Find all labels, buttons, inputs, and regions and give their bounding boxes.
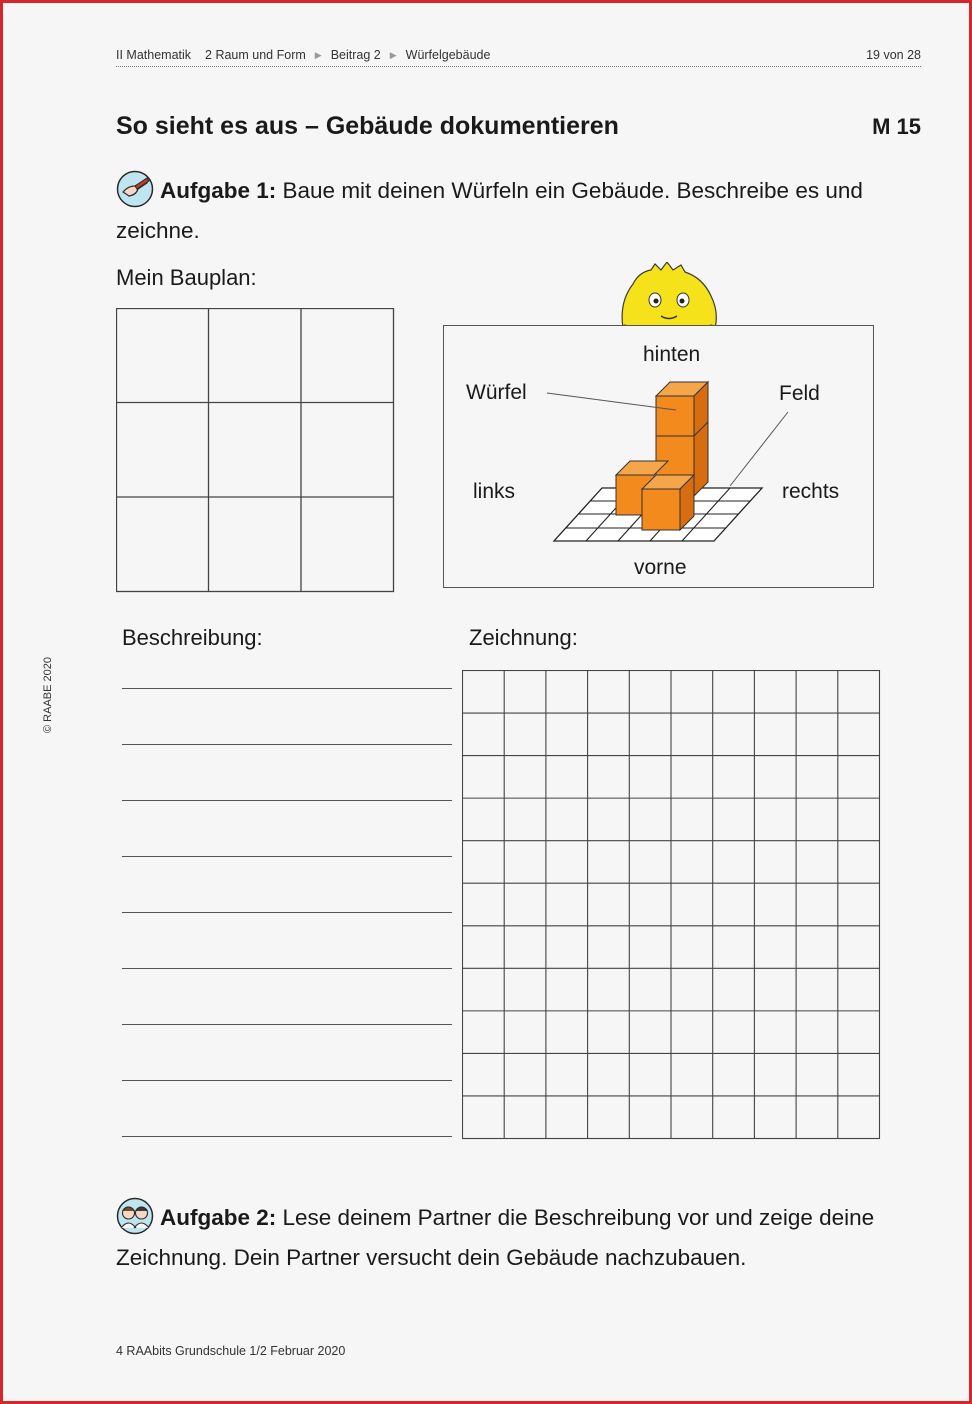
beschreibung-lines[interactable] bbox=[122, 688, 452, 1192]
page-title: So sieht es aus – Gebäude dokumentieren bbox=[116, 112, 619, 140]
task-2-label: Aufgabe 2: bbox=[160, 1205, 277, 1230]
writing-line[interactable] bbox=[122, 800, 452, 856]
copyright: © RAABE 2020 bbox=[42, 657, 54, 733]
label-feld: Feld bbox=[779, 382, 820, 405]
beschreibung-label: Beschreibung: bbox=[122, 625, 263, 650]
writing-line[interactable] bbox=[122, 968, 452, 1024]
monster-icon bbox=[615, 262, 721, 332]
zeichnung-grid[interactable] bbox=[462, 670, 882, 1140]
writing-line[interactable] bbox=[122, 1080, 452, 1136]
bauplan-grid[interactable] bbox=[116, 308, 396, 594]
breadcrumb-item: Beitrag 2 bbox=[330, 48, 381, 62]
breadcrumb bbox=[116, 44, 921, 67]
writing-line[interactable] bbox=[122, 1024, 452, 1080]
bauplan-label: Mein Bauplan: bbox=[116, 265, 257, 290]
breadcrumb-item: Würfelgebäude bbox=[405, 48, 491, 62]
triangle-right-icon: ▶ bbox=[314, 49, 322, 60]
label-rechts: rechts bbox=[782, 480, 840, 503]
zeichnung-label: Zeichnung: bbox=[469, 625, 578, 650]
page-count: 19 von 28 bbox=[866, 48, 921, 62]
task-2 bbox=[116, 1197, 896, 1273]
label-hinten: hinten bbox=[643, 343, 701, 366]
breadcrumb-item: 2 Raum und Form bbox=[205, 48, 306, 62]
task-1-label: Aufgabe 1: bbox=[160, 178, 277, 203]
material-code: M 15 bbox=[872, 114, 921, 139]
writing-line[interactable] bbox=[122, 1136, 452, 1192]
triangle-right-icon: ▶ bbox=[389, 49, 397, 60]
task-2-text: Lese deinem Partner die Beschreibung vor und zeige deine Zeichnung. Dein Partner versucht dein Gebäude nachzubauen. bbox=[116, 1205, 875, 1270]
writing-line[interactable] bbox=[122, 688, 452, 744]
example-box bbox=[443, 325, 874, 588]
label-links: links bbox=[473, 480, 516, 503]
task-1 bbox=[116, 170, 896, 246]
pencil-hand-icon bbox=[116, 170, 154, 216]
task-1-text: Baue mit deinen Würfeln ein Gebäude. Beschreibe es und zeichne. bbox=[116, 178, 863, 243]
writing-line[interactable] bbox=[122, 856, 452, 912]
writing-line[interactable] bbox=[122, 912, 452, 968]
breadcrumb-item: II Mathematik bbox=[116, 48, 192, 62]
partners-icon bbox=[116, 1197, 154, 1243]
label-wuerfel: Würfel bbox=[466, 381, 527, 404]
footer: 4 RAAbits Grundschule 1/2 Februar 2020 bbox=[116, 1344, 346, 1358]
label-vorne: vorne bbox=[634, 556, 687, 579]
writing-line[interactable] bbox=[122, 744, 452, 800]
